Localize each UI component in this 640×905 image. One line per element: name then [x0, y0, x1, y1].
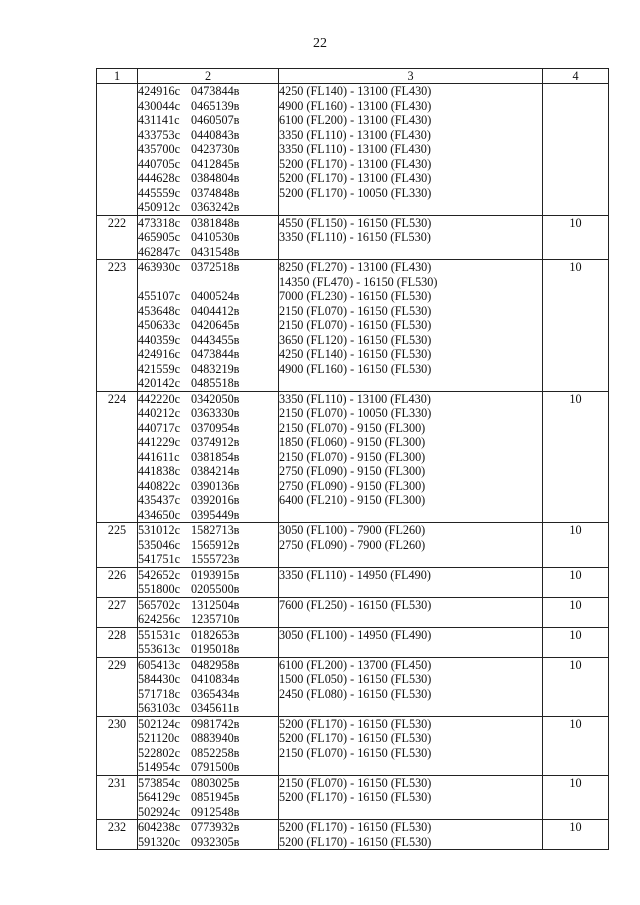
longitude: 0395449в [191, 507, 240, 522]
longitude: 0363242в [191, 200, 240, 214]
coordinate-line [138, 658, 278, 673]
coordinate-line [138, 805, 278, 820]
column-header-1: 1 [97, 69, 138, 84]
coordinate-line [138, 731, 278, 746]
altitude-range-cell [279, 260, 543, 392]
longitude: 0381848в [191, 215, 240, 230]
latitude: 521120с [138, 731, 180, 745]
coordinate-line [138, 99, 278, 114]
altitude-range: 5200 (FL170) - 16150 (FL530) [279, 716, 432, 731]
altitude-range: 1850 (FL060) - 9150 (FL300) [279, 435, 426, 449]
longitude: 0482958в [191, 657, 240, 672]
coordinates-cell [138, 215, 279, 260]
coordinate-line [138, 362, 278, 377]
altitude-range: 2150 (FL070) - 16150 (FL530) [279, 318, 432, 332]
row-number-cell: 223 [97, 260, 138, 392]
latitude: 551531с [138, 627, 180, 642]
coordinate-line [138, 142, 278, 157]
coordinates-cell [138, 627, 279, 657]
latitude: 442220с [138, 391, 180, 406]
altitude-range: 2150 (FL070) - 9150 (FL300) [279, 449, 426, 464]
longitude: 0473844в [191, 347, 240, 361]
longitude: 0981742в [191, 716, 240, 731]
longitude: 0372518в [191, 260, 240, 274]
latitude: 535046с [138, 537, 180, 552]
longitude: 0410834в [191, 672, 240, 686]
altitude-range: 2150 (FL070) - 16150 (FL530) [279, 303, 432, 318]
value-cell: 10 [543, 716, 609, 775]
coordinate-line [138, 568, 278, 583]
coordinate-line [138, 790, 278, 805]
coordinate-line [138, 376, 278, 391]
row-number-cell: 232 [97, 820, 138, 850]
coordinate-line [138, 275, 278, 290]
latitude: 453648с [138, 303, 180, 318]
altitude-range-cell [279, 523, 543, 568]
coordinate-line [138, 538, 278, 553]
coordinate-line [138, 612, 278, 627]
value-cell: 10 [543, 391, 609, 523]
altitude-range-cell [279, 820, 543, 850]
coordinate-line [138, 672, 278, 687]
latitude: 463930с [138, 260, 180, 274]
altitude-range: 2150 (FL070) - 9150 (FL300) [279, 420, 426, 435]
coordinates-cell [138, 260, 279, 392]
longitude: 1582713в [191, 523, 240, 537]
latitude: 551800с [138, 582, 180, 596]
coordinates-cell [138, 523, 279, 568]
altitude-range: 4550 (FL150) - 16150 (FL530) [279, 215, 432, 230]
altitude-range-cell [279, 597, 543, 627]
longitude: 0390136в [191, 478, 240, 493]
latitude: 502124с [138, 716, 180, 731]
altitude-range: 4250 (FL140) - 16150 (FL530) [279, 347, 432, 361]
altitude-range: 5200 (FL170) - 16150 (FL530) [279, 820, 432, 834]
altitude-range: 2750 (FL090) - 9150 (FL300) [279, 464, 426, 478]
value-cell: 10 [543, 820, 609, 850]
longitude: 0182653в [191, 627, 240, 642]
coordinates-cell [138, 775, 279, 820]
row-number-cell: 230 [97, 716, 138, 775]
longitude: 0384214в [191, 464, 240, 478]
longitude: 0404412в [191, 303, 240, 318]
longitude: 0412845в [191, 156, 240, 171]
latitude: 440717с [138, 420, 180, 435]
longitude: 0345611в [191, 701, 239, 715]
table-row [97, 215, 609, 260]
coordinate-line [138, 464, 278, 479]
longitude: 0374848в [191, 185, 240, 200]
altitude-range: 5200 (FL170) - 16150 (FL530) [279, 790, 432, 804]
airspace-table [96, 68, 609, 850]
latitude: 440359с [138, 332, 180, 347]
coordinate-line [138, 200, 278, 215]
longitude: 0431548в [191, 244, 240, 259]
value-cell [543, 84, 609, 216]
latitude: 563103с [138, 701, 180, 715]
row-number-cell: 227 [97, 597, 138, 627]
table-row [97, 716, 609, 775]
coordinate-line [138, 435, 278, 450]
coordinate-line [138, 113, 278, 128]
coordinate-line [138, 717, 278, 732]
longitude: 1555723в [191, 552, 240, 566]
altitude-range-cell [279, 84, 543, 216]
row-number-cell: 229 [97, 657, 138, 716]
latitude: 445559с [138, 185, 180, 200]
longitude: 0365434в [191, 686, 240, 701]
coordinates-cell [138, 84, 279, 216]
altitude-range: 2150 (FL070) - 16150 (FL530) [279, 745, 432, 760]
altitude-range: 6100 (FL200) - 13700 (FL450) [279, 657, 432, 672]
altitude-range: 6400 (FL210) - 9150 (FL300) [279, 493, 426, 507]
row-number-cell: 222 [97, 215, 138, 260]
latitude: 605413с [138, 657, 180, 672]
longitude: 0410530в [191, 230, 240, 244]
column-header-4: 4 [543, 69, 609, 84]
value-cell: 10 [543, 215, 609, 260]
latitude: 522802с [138, 745, 180, 760]
latitude: 444628с [138, 171, 180, 185]
table-row [97, 391, 609, 523]
value-cell: 10 [543, 523, 609, 568]
coordinate-line [138, 701, 278, 716]
altitude-range-cell [279, 215, 543, 260]
table-row [97, 820, 609, 850]
altitude-range: 3050 (FL100) - 14950 (FL490) [279, 627, 432, 642]
latitude: 604238с [138, 820, 180, 834]
latitude: 573854с [138, 775, 180, 790]
coordinate-line [138, 84, 278, 99]
longitude: 0193915в [191, 567, 240, 582]
latitude: 440705с [138, 156, 180, 171]
coordinate-line [138, 493, 278, 508]
latitude: 450912с [138, 200, 180, 214]
latitude: 434650с [138, 507, 180, 522]
latitude: 514954с [138, 760, 180, 774]
longitude: 0483219в [191, 361, 240, 376]
value-cell: 10 [543, 657, 609, 716]
table-row [97, 627, 609, 657]
table-row [97, 597, 609, 627]
coordinate-line [138, 746, 278, 761]
row-number-cell: 226 [97, 567, 138, 597]
coordinate-line [138, 582, 278, 597]
coordinate-line [138, 260, 278, 275]
altitude-range-cell [279, 391, 543, 523]
altitude-range: 4900 (FL160) - 16150 (FL530) [279, 361, 432, 376]
coordinate-line [138, 598, 278, 613]
altitude-range-cell [279, 716, 543, 775]
coordinate-line [138, 392, 278, 407]
latitude: 465905с [138, 230, 180, 244]
row-number-cell: 231 [97, 775, 138, 820]
longitude: 0473844в [191, 84, 240, 98]
longitude: 0443455в [191, 332, 240, 347]
longitude: 0195018в [191, 642, 240, 656]
altitude-range: 5200 (FL170) - 16150 (FL530) [279, 834, 432, 849]
altitude-range: 5200 (FL170) - 13100 (FL430) [279, 171, 432, 185]
altitude-range: 7600 (FL250) - 16150 (FL530) [279, 597, 432, 612]
value-cell: 10 [543, 260, 609, 392]
table-row [97, 523, 609, 568]
latitude: 565702с [138, 597, 180, 612]
altitude-range: 2150 (FL070) - 16150 (FL530) [279, 775, 432, 790]
value-cell: 10 [543, 567, 609, 597]
latitude: 424916с [138, 84, 180, 98]
longitude: 0485518в [191, 376, 240, 390]
coordinates-cell [138, 820, 279, 850]
latitude: 462847с [138, 244, 180, 259]
longitude: 0773932в [191, 820, 240, 834]
latitude: 541751с [138, 552, 180, 566]
altitude-range: 2150 (FL070) - 10050 (FL330) [279, 406, 432, 420]
table-row [97, 567, 609, 597]
longitude: 0400524в [191, 289, 240, 303]
coordinates-cell [138, 567, 279, 597]
coordinate-line [138, 333, 278, 348]
altitude-range-cell [279, 567, 543, 597]
longitude: 0342050в [191, 391, 240, 406]
latitude: 591320с [138, 834, 180, 849]
coordinate-line [138, 289, 278, 304]
coordinate-line [138, 628, 278, 643]
table-row [97, 84, 609, 216]
latitude: 421559с [138, 361, 180, 376]
coordinate-line [138, 128, 278, 143]
coordinate-line [138, 318, 278, 333]
longitude: 0465139в [191, 98, 240, 113]
coordinate-line [138, 450, 278, 465]
coordinate-line [138, 687, 278, 702]
latitude: 473318с [138, 215, 180, 230]
coordinates-cell [138, 716, 279, 775]
page-number: 22 [313, 36, 327, 51]
latitude: 564129с [138, 790, 180, 804]
altitude-range: 5200 (FL170) - 10050 (FL330) [279, 185, 432, 200]
longitude: 0852258в [191, 745, 240, 760]
altitude-range: 14350 (FL470) - 16150 (FL530) [279, 274, 438, 289]
coordinate-line [138, 642, 278, 657]
longitude: 0363330в [191, 406, 240, 420]
latitude: 440212с [138, 406, 180, 420]
coordinate-line [138, 776, 278, 791]
altitude-range: 3650 (FL120) - 16150 (FL530) [279, 332, 432, 347]
coordinate-line [138, 171, 278, 186]
altitude-range: 2750 (FL090) - 9150 (FL300) [279, 478, 426, 493]
altitude-range: 2750 (FL090) - 7900 (FL260) [279, 537, 426, 552]
table-row [97, 775, 609, 820]
latitude: 624256с [138, 612, 180, 626]
longitude: 0912548в [191, 804, 240, 819]
value-cell: 10 [543, 597, 609, 627]
row-number-cell: 225 [97, 523, 138, 568]
altitude-range: 3350 (FL110) - 13100 (FL430) [279, 391, 431, 406]
altitude-range: 4250 (FL140) - 13100 (FL430) [279, 84, 432, 98]
row-number-cell: 224 [97, 391, 138, 523]
latitude: 433753с [138, 127, 180, 142]
coordinates-cell [138, 597, 279, 627]
coordinate-line [138, 406, 278, 421]
longitude: 0384804в [191, 171, 240, 185]
altitude-range: 4900 (FL160) - 13100 (FL430) [279, 98, 432, 113]
altitude-range: 5200 (FL170) - 13100 (FL430) [279, 156, 432, 171]
coordinate-line [138, 523, 278, 538]
latitude: 435700с [138, 142, 180, 156]
longitude: 0883940в [191, 731, 240, 745]
latitude: 440822с [138, 478, 180, 493]
altitude-range: 6100 (FL200) - 13100 (FL430) [279, 113, 432, 127]
table-body [97, 84, 609, 850]
latitude: 531012с [138, 523, 180, 537]
altitude-range-cell [279, 627, 543, 657]
altitude-range: 8250 (FL270) - 13100 (FL430) [279, 260, 432, 274]
table-header-row [97, 69, 609, 84]
longitude: 1312504в [191, 597, 240, 612]
latitude: 441611с [138, 449, 180, 464]
coordinates-cell [138, 657, 279, 716]
longitude: 0803025в [191, 775, 240, 790]
latitude: 420142с [138, 376, 180, 390]
altitude-range: 5200 (FL170) - 16150 (FL530) [279, 731, 432, 745]
coordinate-line [138, 157, 278, 172]
altitude-range: 3350 (FL110) - 16150 (FL530) [279, 230, 431, 244]
longitude: 0423730в [191, 142, 240, 156]
row-number-cell [97, 84, 138, 216]
coordinate-line [138, 304, 278, 319]
coordinates-cell [138, 391, 279, 523]
altitude-range: 3350 (FL110) - 13100 (FL430) [279, 142, 431, 156]
coordinate-line [138, 216, 278, 231]
coordinate-line [138, 479, 278, 494]
latitude: 424916с [138, 347, 180, 361]
longitude: 0440843в [191, 127, 240, 142]
longitude: 0460507в [191, 113, 240, 127]
longitude: 0791500в [191, 760, 240, 774]
coordinate-line [138, 347, 278, 362]
longitude: 0932305в [191, 834, 240, 849]
altitude-range: 7000 (FL230) - 16150 (FL530) [279, 289, 432, 303]
longitude: 0370954в [191, 420, 240, 435]
latitude: 584430с [138, 672, 180, 686]
latitude: 450633с [138, 318, 180, 332]
column-header-2: 2 [138, 69, 279, 84]
longitude: 0392016в [191, 493, 240, 507]
coordinate-line [138, 820, 278, 835]
value-cell: 10 [543, 775, 609, 820]
longitude: 0381854в [191, 449, 240, 464]
latitude: 430044с [138, 98, 180, 113]
row-number-cell: 228 [97, 627, 138, 657]
latitude: 553613с [138, 642, 180, 656]
coordinate-line [138, 508, 278, 523]
altitude-range: 3050 (FL100) - 7900 (FL260) [279, 523, 426, 537]
latitude: 571718с [138, 686, 180, 701]
coordinate-line [138, 835, 278, 850]
coordinate-line [138, 552, 278, 567]
altitude-range: 1500 (FL050) - 16150 (FL530) [279, 672, 432, 686]
longitude: 0851945в [191, 790, 240, 804]
altitude-range: 2450 (FL080) - 16150 (FL530) [279, 686, 432, 701]
altitude-range: 3350 (FL110) - 14950 (FL490) [279, 567, 431, 582]
latitude: 431141с [138, 113, 180, 127]
latitude: 441838с [138, 464, 180, 478]
table-row [97, 260, 609, 392]
altitude-range-cell [279, 775, 543, 820]
latitude: 502924с [138, 804, 180, 819]
latitude: 441229с [138, 435, 180, 449]
longitude: 0205500в [191, 582, 240, 596]
altitude-range: 3350 (FL110) - 13100 (FL430) [279, 127, 431, 142]
latitude: 455107с [138, 289, 180, 303]
latitude: 435437с [138, 493, 180, 507]
value-cell: 10 [543, 627, 609, 657]
latitude: 542652с [138, 567, 180, 582]
column-header-3: 3 [279, 69, 543, 84]
coordinate-line [138, 421, 278, 436]
table-row [97, 657, 609, 716]
altitude-range-cell [279, 657, 543, 716]
coordinate-line [138, 230, 278, 245]
coordinate-line [138, 760, 278, 775]
longitude: 0374912в [191, 435, 240, 449]
longitude: 1565912в [191, 537, 240, 552]
coordinate-line [138, 186, 278, 201]
coordinate-line [138, 245, 278, 260]
longitude: 1235710в [191, 612, 240, 626]
longitude: 0420645в [191, 318, 240, 332]
